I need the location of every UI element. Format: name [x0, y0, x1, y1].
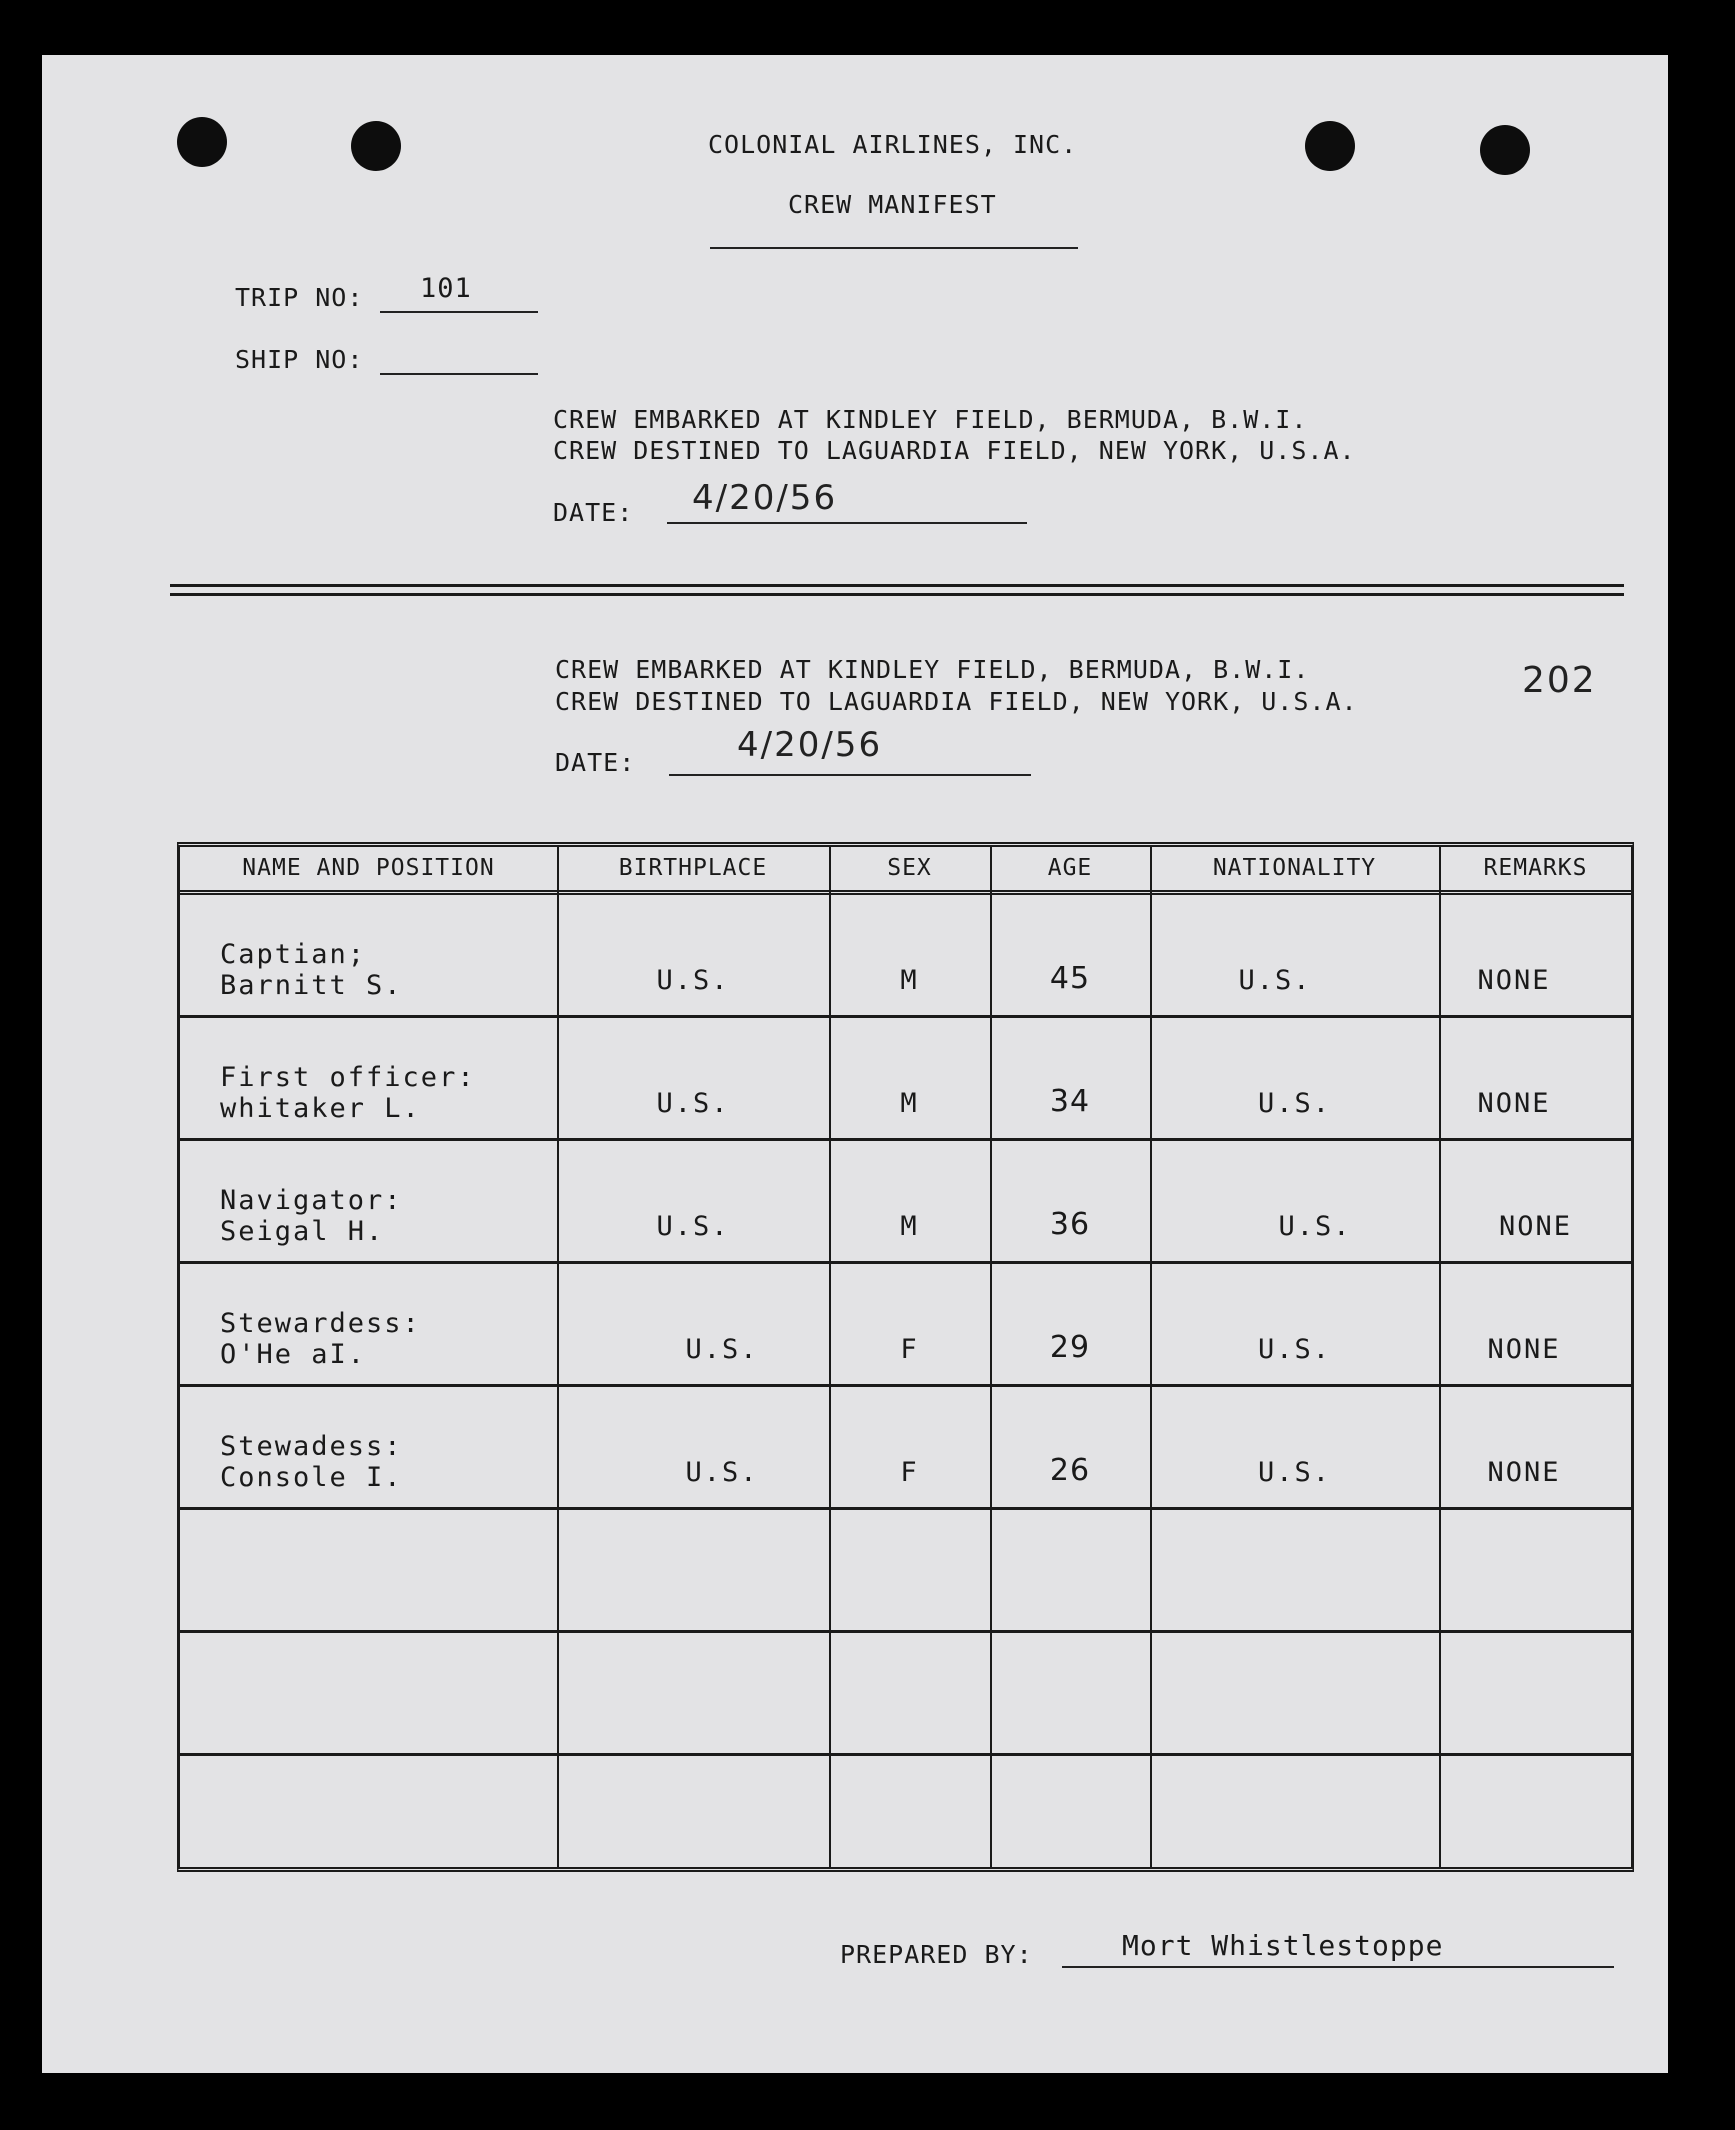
prepared-by-value: Mort Whistlestoppe [1122, 1929, 1444, 1962]
table-row [180, 895, 1631, 1018]
nationality-cell: U.S. [1278, 1211, 1352, 1242]
ship-underline [380, 373, 538, 375]
trip-underline [380, 311, 538, 313]
name-position-cell [220, 1431, 403, 1493]
nationality-cell: U.S. [1257, 1457, 1332, 1488]
table-header [180, 847, 1631, 895]
remarks-cell: NONE [1498, 1211, 1573, 1242]
form-title: CREW MANIFEST [788, 190, 997, 219]
table-row [180, 1264, 1631, 1387]
crew-name: Seigal H. [220, 1216, 385, 1247]
empty-table-row [180, 1756, 1631, 1879]
birthplace-cell: U.S. [656, 1211, 730, 1242]
name-position-cell [220, 1062, 476, 1124]
column-header-sex: SEX [887, 855, 932, 881]
page-number: 202 [1522, 660, 1597, 701]
remarks-cell: NONE [1487, 1457, 1561, 1488]
crew-name: O'He aI. [220, 1339, 367, 1370]
trip-label: TRIP NO: [235, 283, 364, 312]
age-cell: 36 [1049, 1207, 1091, 1242]
crew-position: Stewadess: [220, 1431, 403, 1462]
column-header-birthplace: BIRTHPLACE [618, 855, 768, 881]
section2-destined: CREW DESTINED TO LAGUARDIA FIELD, NEW YORK, U.S.A. [555, 687, 1358, 716]
birthplace-cell: U.S. [656, 965, 730, 996]
age-cell: 29 [1049, 1330, 1091, 1365]
ship-label: SHIP NO: [235, 345, 364, 374]
crew-name: Console I. [220, 1462, 403, 1493]
name-position-cell [220, 1185, 403, 1247]
nationality-cell: U.S. [1257, 1088, 1332, 1119]
sex-cell: M [900, 965, 919, 996]
manifest-sheet [42, 55, 1668, 2073]
table-row [180, 1387, 1631, 1510]
nationality-cell: U.S. [1257, 1334, 1332, 1365]
punch-hole-1 [177, 117, 227, 167]
name-position-cell [220, 1308, 421, 1370]
section1-date-underline [667, 522, 1027, 524]
section-divider-bottom [170, 593, 1624, 596]
crew-table [177, 842, 1634, 1872]
column-header-name: NAME AND POSITION [242, 855, 495, 881]
table-row [180, 1018, 1631, 1141]
crew-position: Navigator: [220, 1185, 403, 1216]
remarks-cell: NONE [1477, 965, 1551, 996]
crew-position: Stewardess: [220, 1308, 421, 1339]
crew-name: Barnitt S. [220, 970, 403, 1001]
birthplace-cell: U.S. [685, 1457, 759, 1488]
section1-date-value: 4/20/56 [692, 478, 838, 518]
prepared-by-label: PREPARED BY: [840, 1940, 1033, 1969]
sex-cell: F [900, 1457, 919, 1488]
section1-embarked: CREW EMBARKED AT KINDLEY FIELD, BERMUDA, B.W.I. [553, 405, 1308, 434]
punch-hole-3 [1305, 121, 1355, 171]
section2-date-label: DATE: [555, 748, 636, 777]
column-header-remarks: REMARKS [1483, 855, 1588, 881]
birthplace-cell: U.S. [685, 1334, 759, 1365]
section2-date-value: 4/20/56 [737, 725, 883, 765]
empty-table-row [180, 1510, 1631, 1633]
sex-cell: M [900, 1088, 919, 1119]
company-name: COLONIAL AIRLINES, INC. [708, 130, 1078, 159]
age-cell: 34 [1049, 1084, 1091, 1119]
crew-position: Captian; [220, 939, 367, 970]
remarks-cell: NONE [1487, 1334, 1561, 1365]
prepared-by-underline [1062, 1966, 1614, 1968]
name-position-cell [220, 939, 403, 1001]
section-divider-top [170, 584, 1624, 587]
sex-cell: F [900, 1334, 919, 1365]
punch-hole-2 [351, 121, 401, 171]
crew-position: First officer: [220, 1062, 476, 1093]
age-cell: 26 [1049, 1453, 1091, 1488]
remarks-cell: NONE [1477, 1088, 1551, 1119]
section2-embarked: CREW EMBARKED AT KINDLEY FIELD, BERMUDA, B.W.I. [555, 655, 1310, 684]
trip-value: 101 [420, 273, 472, 304]
section1-destined: CREW DESTINED TO LAGUARDIA FIELD, NEW YORK, U.S.A. [553, 436, 1356, 465]
birthplace-cell: U.S. [656, 1088, 730, 1119]
age-cell: 45 [1049, 961, 1091, 996]
section1-date-label: DATE: [553, 498, 634, 527]
sex-cell: M [900, 1211, 919, 1242]
nationality-cell: U.S. [1238, 965, 1312, 996]
section2-date-underline [669, 774, 1031, 776]
column-header-age: AGE [1047, 855, 1093, 881]
empty-table-row [180, 1633, 1631, 1756]
title-underline [710, 247, 1078, 249]
table-row [180, 1141, 1631, 1264]
crew-name: whitaker L. [220, 1093, 421, 1124]
column-header-nationality: NATIONALITY [1212, 855, 1377, 881]
punch-hole-4 [1480, 125, 1530, 175]
